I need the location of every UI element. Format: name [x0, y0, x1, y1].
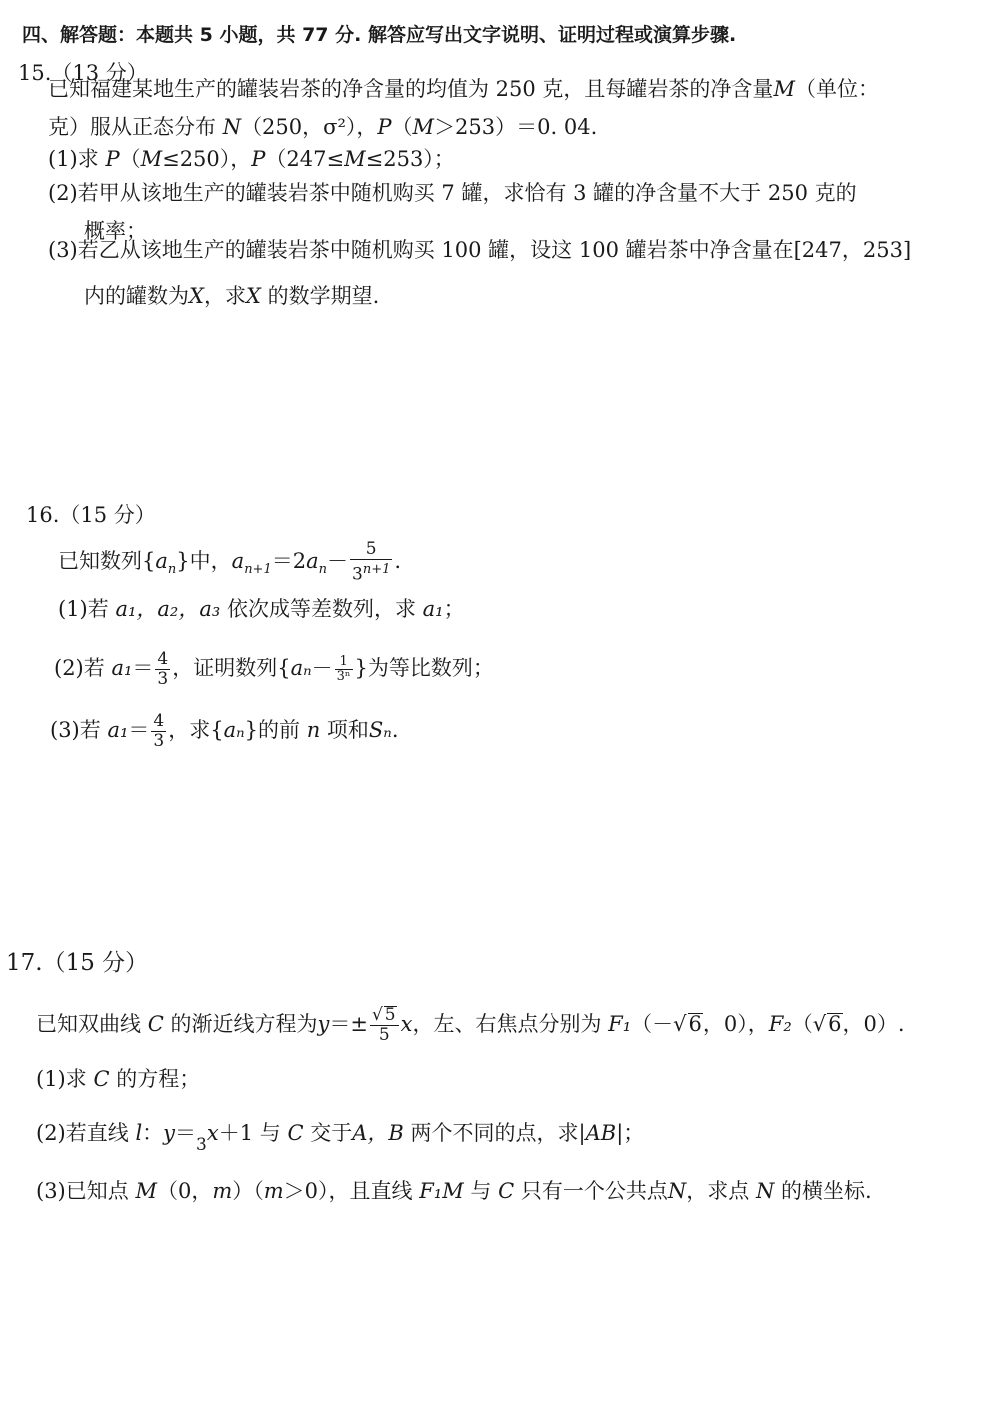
q16-heading: 16.（15 分） [26, 503, 156, 527]
q16-part3-fraction: $\frac{4}{3}$ [153, 711, 165, 751]
q15-part3-cont: 内的罐数为X，求X 的数学期望. [84, 284, 380, 308]
q17-part1: (1)求 C 的方程； [36, 1067, 201, 1091]
q16-recurrence-fraction: $\frac{5}{3^{n+1}}$ [352, 539, 391, 585]
q16-intro: 已知数列$\{a_n\}$中，$a_{n+1}=2a_n-$ $\frac{5}{3^{n+1}}$ . [58, 539, 402, 585]
q15-intro-line1: 已知福建某地生产的罐装岩茶的净含量的均值为 250 克，且每罐岩茶的净含量M（单位： [48, 77, 879, 101]
q15-part2-cont: 概率； [84, 219, 147, 243]
section-header: 四、解答题：本题共 5 小题，共 77 分. 解答应写出文字说明、证明过程或演算步骤. [22, 24, 737, 46]
q16-part1: (1)若 a₁，a₂，a₃ 依次成等差数列，求 a₁； [58, 597, 465, 621]
q15-heading: 15.（13 分） [18, 61, 148, 85]
q17-asymptote-fraction: $\frac{√ 5}{5}$ [370, 1006, 399, 1045]
q16-part2: (2)若 a₁＝ $\frac{4}{3}$ ，证明数列{aₙ－ $\frac{1}{\text{3ⁿ}}$ }为等比数列； [54, 649, 494, 689]
q15-part3: (3)若乙从该地生产的罐装岩茶中随机购买 100 罐，设这 100 罐岩茶中净含量在[247，253] [48, 238, 912, 262]
q15-part2: (2)若甲从该地生产的罐装岩茶中随机购买 7 罐，求恰有 3 罐的净含量不大于 250 克的 [48, 181, 857, 205]
q15-intro-line2: 克）服从正态分布 N（250，σ²），P（M＞253）＝0. 04. [48, 115, 598, 139]
q15-part1: (1)求 P（M≤250），P（247≤M≤253）； [48, 147, 455, 171]
q16-part3: (3)若 a₁＝ $\frac{4}{3}$ ，求{aₙ}的前 n 项和Sₙ. [50, 711, 399, 751]
q17-part3: (3)已知点 M（0，m）（m＞0），且直线 F₁M 与 C 只有一个公共点N，求点 N 的横坐标. [36, 1179, 872, 1203]
q17-part2: (2)若直线 l：y＝3x＋1 与 C 交于A，B 两个不同的点，求|AB|； [36, 1121, 645, 1155]
q17-intro: 已知双曲线 C 的渐近线方程为y＝± $\frac{√ 5}{5}$ x，左、右焦点分别为 F₁（－√6，0），F₂（√6，0）. [36, 1005, 905, 1045]
q17-heading: 17.（15 分） [6, 950, 149, 976]
q16-part2-inner-fraction: $\frac{1}{\text{3ⁿ}}$ [336, 654, 351, 684]
q16-part2-fraction: $\frac{4}{3}$ [157, 649, 169, 689]
